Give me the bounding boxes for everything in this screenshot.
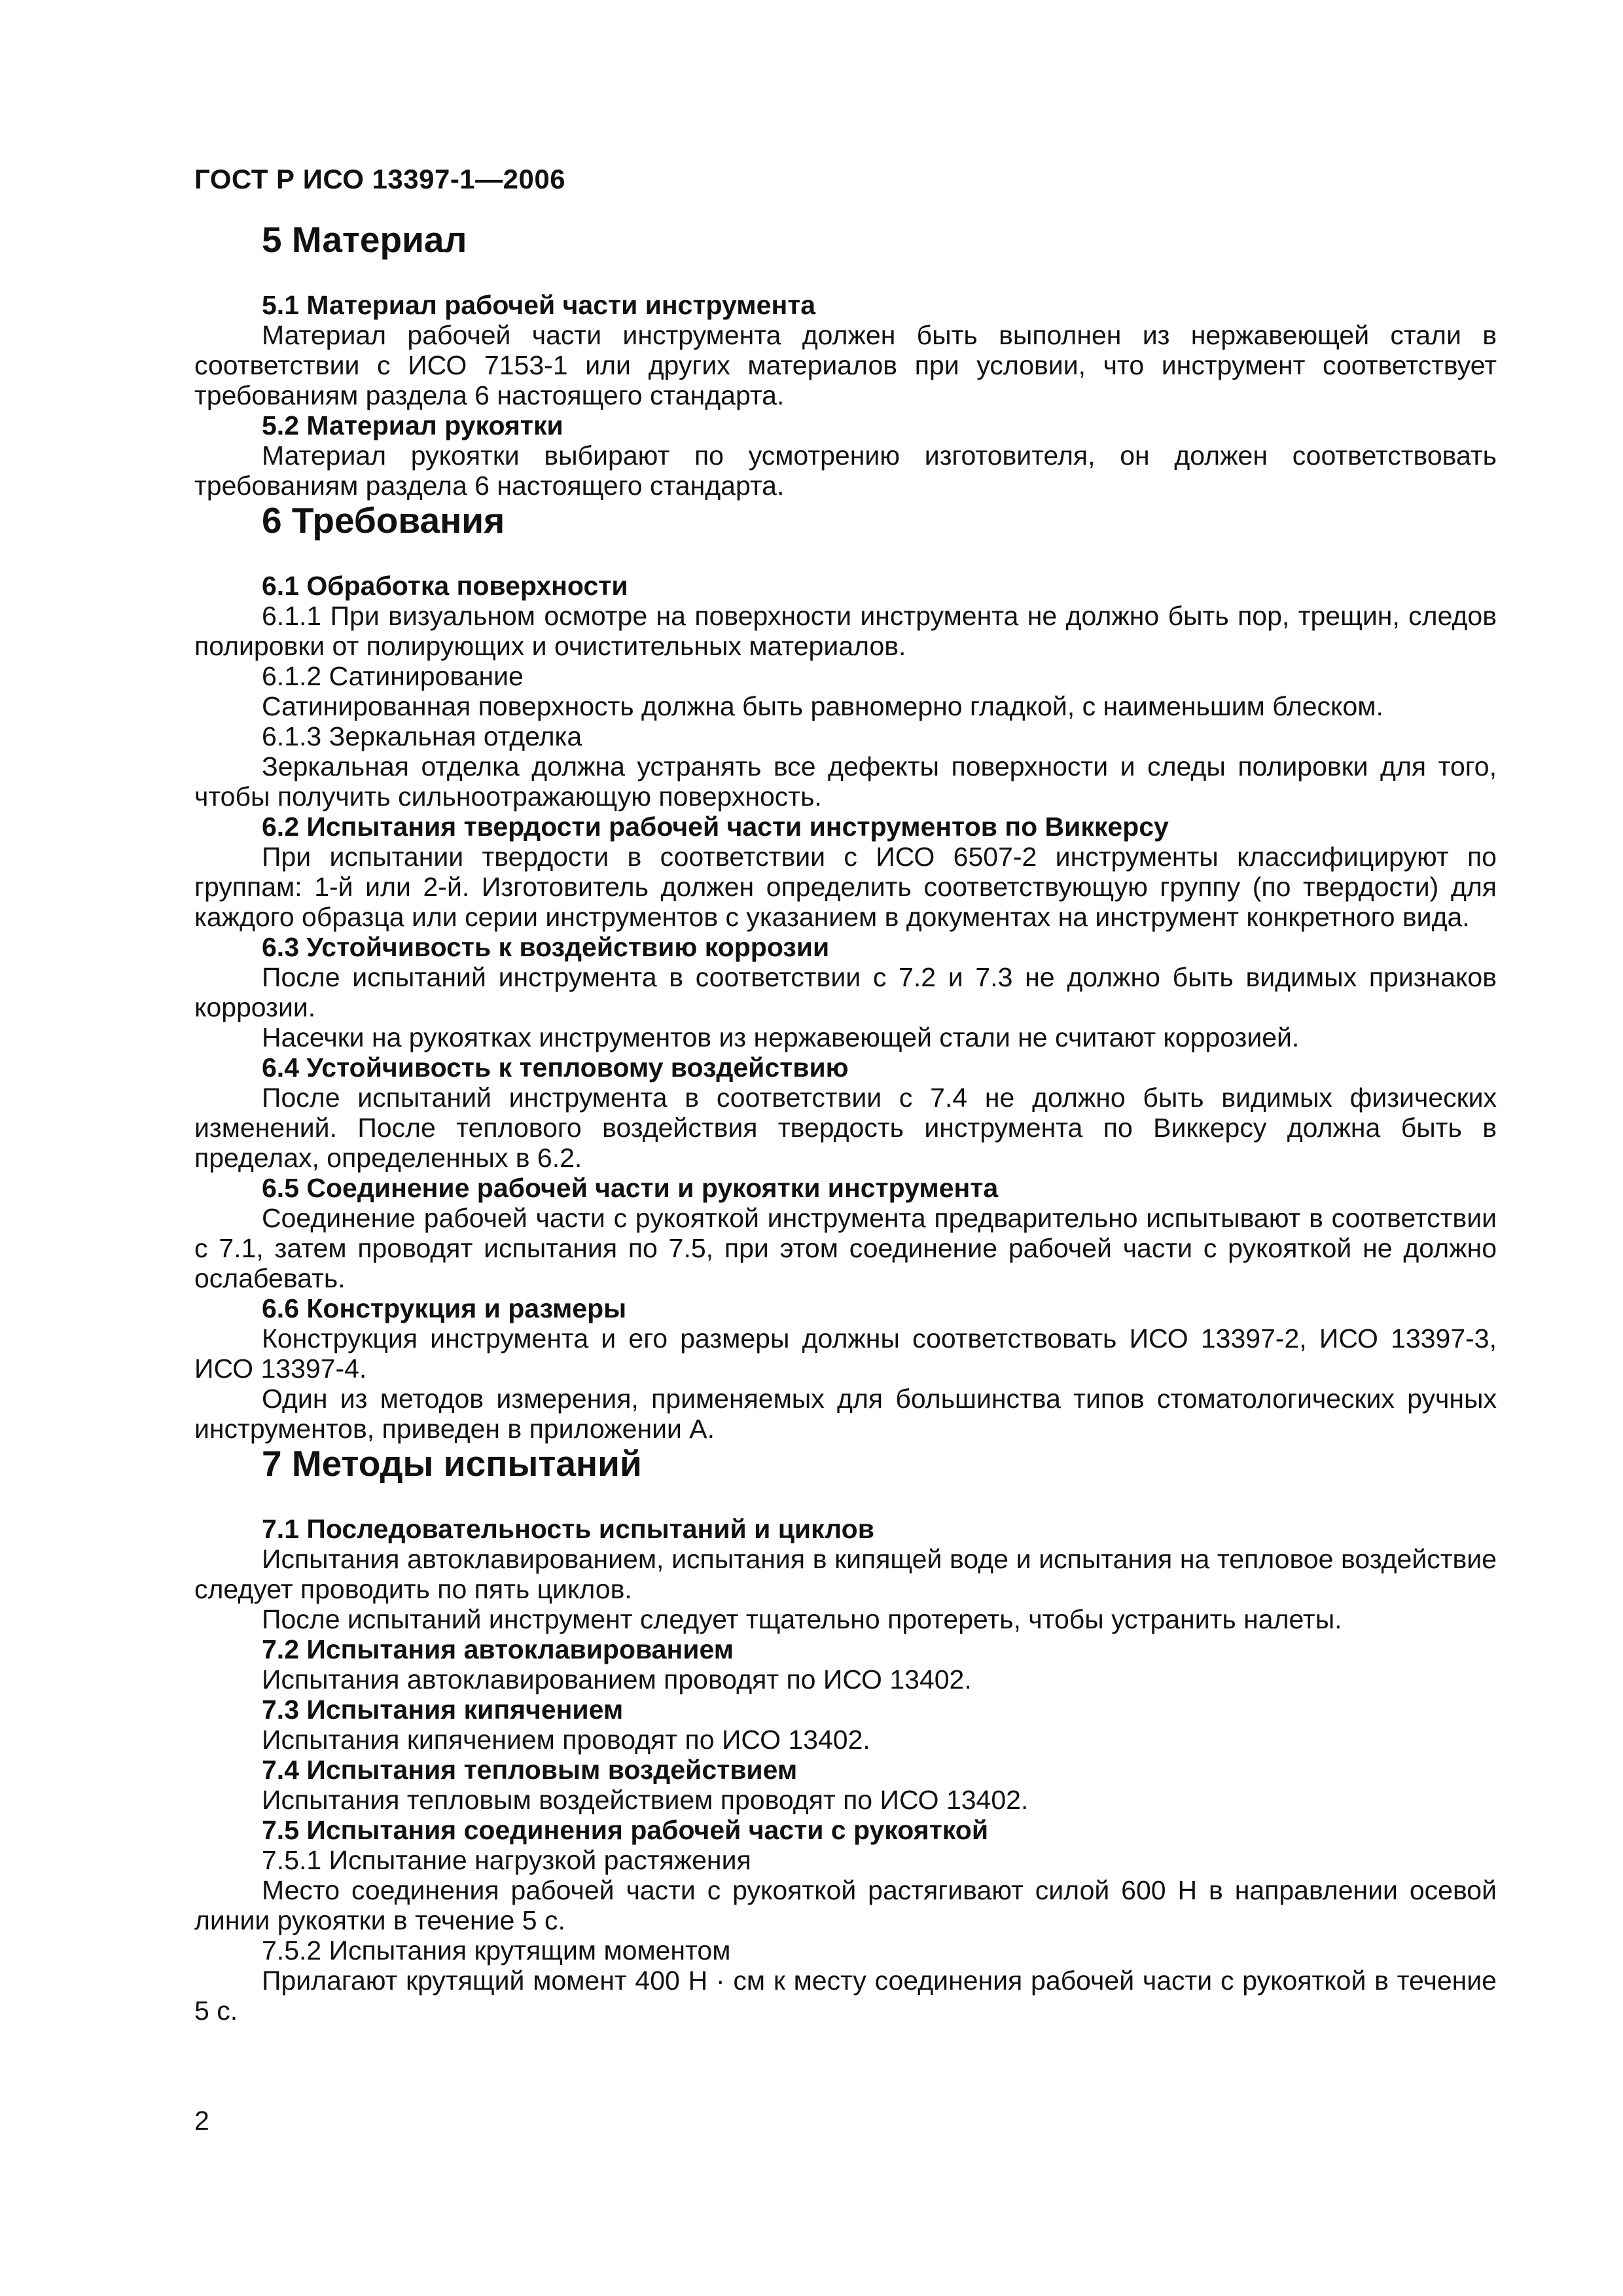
paragraph: После испытаний инструмента в соответствии с 7.2 и 7.3 не должно быть видимых признаков коррозии. — [194, 962, 1497, 1022]
paragraph: 6.1.1 При визуальном осмотре на поверхности инструмента не должно быть пор, трещин, следов полировки от полирующих и очистительных материалов. — [194, 601, 1497, 661]
subsection-heading: 7.1 Последовательность испытаний и циклов — [262, 1514, 874, 1544]
subsection-heading: 5.1 Материал рабочей части инструмента — [262, 290, 816, 320]
paragraph: Конструкция инструмента и его размеры должны соответствовать ИСО 13397-2, ИСО 13397-3, ИСО 13397-4. — [194, 1323, 1497, 1384]
paragraph: Сатинированная поверхность должна быть равномерно гладкой, с наименьшим блеском. — [262, 691, 1383, 721]
paragraph: Испытания автоклавированием проводят по ИСО 13402. — [262, 1664, 972, 1695]
subsection-heading: 7.4 Испытания тепловым воздействием — [262, 1755, 798, 1785]
paragraph: 6.1.3 Зеркальная отделка — [262, 721, 582, 751]
subsection-heading: 6.1 Обработка поверхности — [262, 571, 628, 601]
subsection-heading: 6.4 Устойчивость к тепловому воздействию — [262, 1052, 849, 1083]
section-title: 7 Методы испытаний — [262, 1443, 642, 1484]
paragraph: Материал рукоятки выбирают по усмотрению изготовителя, он должен соответствовать требованиям раздела 6 настоящего стандарта. — [194, 440, 1497, 501]
subsection-heading: 5.2 Материал рукоятки — [262, 410, 563, 440]
document-body — [194, 220, 1497, 2026]
section-7 — [194, 1444, 1497, 2026]
subsection-heading: 6.5 Соединение рабочей части и рукоятки инструмента — [262, 1173, 999, 1203]
paragraph: Испытания автоклавированием, испытания в кипящей воде и испытания на тепловое воздействие следует проводить по пять циклов. — [194, 1544, 1497, 1604]
paragraph: Испытания тепловым воздействием проводят по ИСО 13402. — [262, 1785, 1029, 1815]
subsection-heading: 6.6 Конструкция и размеры — [262, 1293, 627, 1323]
paragraph: Испытания кипячением проводят по ИСО 13402. — [262, 1725, 870, 1755]
paragraph: 7.5.2 Испытания крутящим моментом — [262, 1935, 731, 1965]
page-number: 2 — [194, 2106, 209, 2136]
paragraph: Соединение рабочей части с рукояткой инструмента предварительно испытывают в соответствии с 7.1, затем проводят испытания по 7.5, при этом соединение рабочей части с рукояткой не должно ослабевать. — [194, 1203, 1497, 1293]
paragraph: 7.5.1 Испытание нагрузкой растяжения — [262, 1845, 751, 1875]
section-6 — [194, 501, 1497, 1444]
section-title: 6 Требования — [262, 500, 505, 541]
paragraph: При испытании твердости в соответствии с ИСО 6507-2 инструменты классифицируют по группам: 1-й или 2-й. Изготовитель должен определить соответствующую группу (по твердости) для каждого образца или серии инструментов с указанием в документах на инструмент конкретного вида. — [194, 842, 1497, 932]
paragraph: Место соединения рабочей части с рукояткой растягивают силой 600 Н в направлении осевой линии рукоятки в течение 5 с. — [194, 1875, 1497, 1935]
subsection-heading: 7.2 Испытания автоклавированием — [262, 1634, 734, 1664]
subsection-heading: 6.3 Устойчивость к воздействию коррозии — [262, 932, 830, 962]
paragraph: Прилагают крутящий момент 400 Н · см к месту соединения рабочей части с рукояткой в течение 5 с. — [194, 1965, 1497, 2026]
section-5 — [194, 220, 1497, 501]
section-title: 5 Материал — [262, 219, 467, 260]
paragraph: После испытаний инструмента в соответствии с 7.4 не должно быть видимых физических изменений. После теплового воздействия твердость инструмента по Виккерсу должна быть в пределах, определенных в 6.2. — [194, 1083, 1497, 1173]
subsection-heading: 7.5 Испытания соединения рабочей части с рукояткой — [262, 1815, 989, 1845]
document-header: ГОСТ Р ИСО 13397-1—2006 — [194, 164, 566, 194]
paragraph: Зеркальная отделка должна устранять все дефекты поверхности и следы полировки для того, чтобы получить сильноотражающую поверхность. — [194, 751, 1497, 812]
paragraph: Материал рабочей части инструмента должен быть выполнен из нержавеющей стали в соответствии с ИСО 7153-1 или других материалов при условии, что инструмент соответствует требованиям раздела 6 настоящего стандарта. — [194, 320, 1497, 410]
paragraph: Один из методов измерения, применяемых для большинства типов стоматологических ручных инструментов, приведен в приложении А. — [194, 1384, 1497, 1444]
paragraph: 6.1.2 Сатинирование — [262, 661, 524, 691]
paragraph: После испытаний инструмент следует тщательно протереть, чтобы устранить налеты. — [262, 1604, 1342, 1634]
paragraph: Насечки на рукоятках инструментов из нержавеющей стали не считают коррозией. — [262, 1022, 1300, 1052]
subsection-heading: 7.3 Испытания кипячением — [262, 1695, 624, 1725]
subsection-heading: 6.2 Испытания твердости рабочей части инструментов по Виккерсу — [262, 812, 1169, 842]
